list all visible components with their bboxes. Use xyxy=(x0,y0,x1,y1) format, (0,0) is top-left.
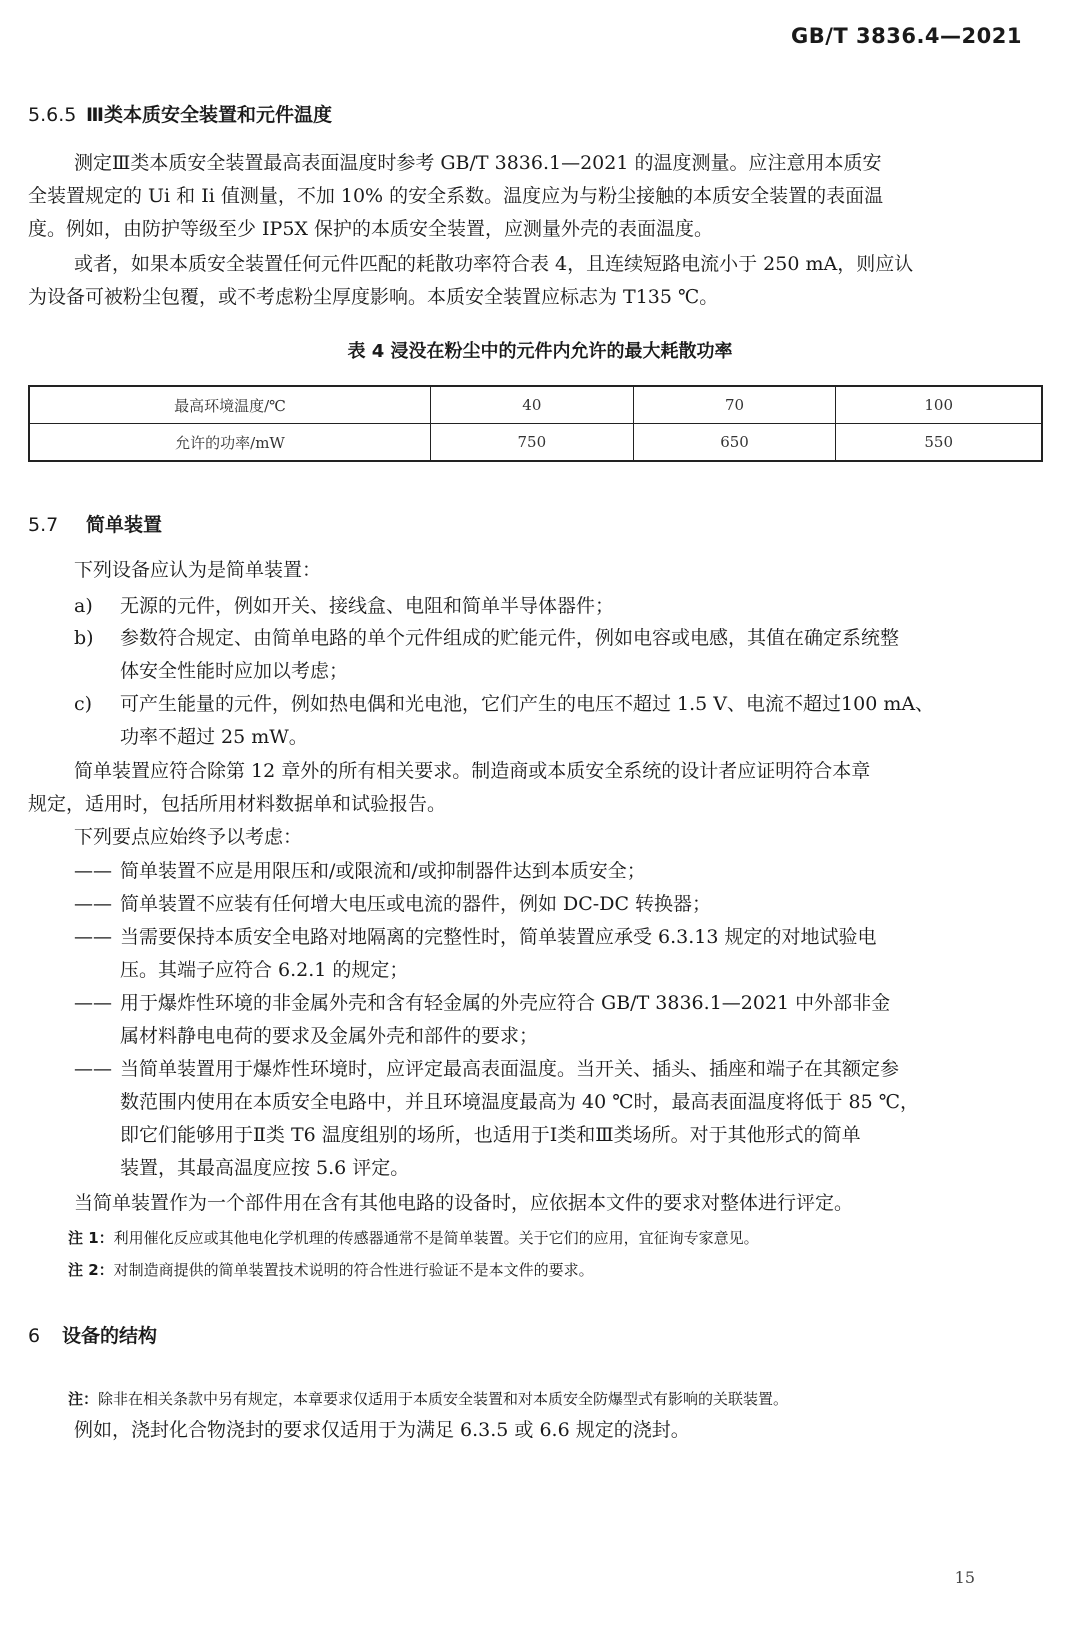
list-marker: b) xyxy=(74,627,94,649)
dash-text: 简单装置不应是用限压和/或限流和/或抑制器件达到本质安全； xyxy=(120,860,646,882)
dash-marker: —— xyxy=(74,1058,112,1080)
note-text: 利用催化反应或其他电化学机理的传感器通常不是简单装置。关于它们的应用，宜征询专家意见。 xyxy=(113,1229,759,1247)
dash-text: 用于爆炸性环境的非金属外壳和含有轻金属的外壳应符合 GB/T 3836.1—2021 中外部非金 xyxy=(120,992,891,1014)
list-text: 无源的元件，例如开关、接线盒、电阻和简单半导体器件； xyxy=(120,595,615,617)
section-heading-5-6-5 xyxy=(28,100,332,127)
paragraph-temperature-measurement xyxy=(74,147,1042,180)
list-text: 参数符合规定、由简单电路的单个元件组成的贮能元件，例如电容或电感，其值在确定系统整 xyxy=(120,627,900,649)
dash-text: 当需要保持本质安全电路对地隔离的完整性时，简单装置应承受 6.3.13 规定的对地试验电 xyxy=(120,926,877,948)
note-text: 除非在相关条款中另有规定，本章要求仅适用于本质安全装置和对本质安全防爆型式有影响的关联装置。 xyxy=(98,1390,789,1408)
section-number: 5.6.5 xyxy=(28,104,77,126)
paragraph-line: 下列要点应始终予以考虑： xyxy=(74,826,303,848)
table-cell: 100 xyxy=(836,386,1042,424)
dash-marker: —— xyxy=(74,926,112,948)
table-row xyxy=(29,424,1042,462)
paragraph-overall xyxy=(74,1187,1042,1220)
dash-item xyxy=(74,1053,1042,1185)
table-row xyxy=(29,386,1042,424)
section-heading-5-7 xyxy=(28,510,162,537)
paragraph-line: 下列设备应认为是简单装置： xyxy=(74,559,322,581)
note-label: 注： xyxy=(68,1390,99,1408)
dash-text: 数范围内使用在本质安全电路中，并且环境温度最高为 40 ℃时，最高表面温度将低于 85 ℃， xyxy=(120,1091,920,1113)
paragraph-line: 全装置规定的 Ui 和 Ii 值测量，不加 10% 的安全系数。温度应为与粉尘接触的本质安全装置的表面温 xyxy=(28,185,884,207)
dash-text: 压。其端子应符合 6.2.1 的规定； xyxy=(120,959,409,981)
section-heading-6 xyxy=(28,1321,157,1348)
note-text: 对制造商提供的简单装置技术说明的符合性进行验证不是本文件的要求。 xyxy=(113,1261,594,1279)
section-number: 5.7 xyxy=(28,514,59,536)
list-text: 体安全性能时应加以考虑； xyxy=(120,660,349,682)
note-label: 注 1： xyxy=(68,1229,114,1247)
table-caption: 表 4 浸没在粉尘中的元件内允许的最大耗散功率 xyxy=(347,341,733,362)
paragraph-comply-cont xyxy=(28,788,1042,821)
dash-item xyxy=(74,987,1042,1053)
list-item-b xyxy=(74,622,1042,688)
list-item-c xyxy=(74,688,1042,754)
table-cell: 750 xyxy=(431,424,634,462)
paragraph-line: 当简单装置作为一个部件用在含有其他电路的设备时，应依据本文件的要求对整体进行评定。 xyxy=(74,1192,854,1214)
dash-text: 装置，其最高温度应按 5.6 评定。 xyxy=(120,1157,410,1179)
row-header: 允许的功率/mW xyxy=(29,424,431,462)
section-number: 6 xyxy=(28,1325,41,1347)
paragraph-line: 简单装置应符合除第 12 章外的所有相关要求。制造商或本质安全系统的设计者应证明符合本章 xyxy=(74,760,871,782)
paragraph-line: 度。例如，由防护等级至少 IP5X 保护的本质安全装置，应测量外壳的表面温度。 xyxy=(28,218,713,240)
note-1 xyxy=(68,1227,759,1248)
note-label: 注 2： xyxy=(68,1261,114,1279)
list-text: 功率不超过 25 mW。 xyxy=(120,726,308,748)
dash-text: 即它们能够用于Ⅱ类 T6 温度组别的场所，也适用于Ⅰ类和Ⅲ类场所。对于其他形式的简单 xyxy=(120,1124,861,1146)
paragraph-consider-intro xyxy=(74,821,1042,854)
dash-text: 简单装置不应装有任何增大电压或电流的器件，例如 DC-DC 转换器； xyxy=(120,893,712,915)
chapter-note xyxy=(68,1388,788,1409)
dash-marker: —— xyxy=(74,992,112,1014)
section-title: 简单装置 xyxy=(86,514,163,536)
paragraph-line: 或者，如果本质安全装置任何元件匹配的耗散功率符合表 4，且连续短路电流小于 250 mA，则应认 xyxy=(74,253,914,275)
page-number: 15 xyxy=(954,1568,975,1587)
dash-text: 属材料静电电荷的要求及金属外壳和部件的要求； xyxy=(120,1025,539,1047)
dash-marker: —— xyxy=(74,860,112,882)
standard-number: GB/T 3836.4—2021 xyxy=(790,24,1022,48)
paragraph-alternative xyxy=(74,248,1042,281)
dash-marker: —— xyxy=(74,893,112,915)
paragraph-intro xyxy=(74,554,1042,587)
list-marker: c) xyxy=(74,693,93,715)
note-2 xyxy=(68,1259,594,1280)
list-text: 可产生能量的元件，例如热电偶和光电池，它们产生的电压不超过 1.5 V、电流不超过100 mA、 xyxy=(120,693,935,715)
section-title: Ⅲ类本质安全装置和元件温度 xyxy=(86,104,332,126)
paragraph-comply xyxy=(74,755,1042,788)
paragraph-temperature-measurement-cont xyxy=(28,180,1042,246)
paragraph-line: 例如，浇封化合物浇封的要求仅适用于为满足 6.3.5 或 6.6 规定的浇封。 xyxy=(74,1419,690,1441)
chapter-note-cont xyxy=(74,1414,1042,1447)
paragraph-line: 规定，适用时，包括所用材料数据单和试验报告。 xyxy=(28,793,447,815)
table-cell: 70 xyxy=(633,386,836,424)
list-marker: a) xyxy=(74,595,93,617)
section-title: 设备的结构 xyxy=(62,1325,158,1347)
row-header: 最高环境温度/℃ xyxy=(29,386,431,424)
dash-text: 当简单装置用于爆炸性环境时，应评定最高表面温度。当开关、插头、插座和端子在其额定参 xyxy=(120,1058,900,1080)
table-4 xyxy=(28,385,1043,462)
dash-item xyxy=(74,921,1042,987)
paragraph-line: 测定Ⅲ类本质安全装置最高表面温度时参考 GB/T 3836.1—2021 的温度测量。应注意用本质安 xyxy=(74,152,882,174)
table-cell: 650 xyxy=(633,424,836,462)
paragraph-line: 为设备可被粉尘包覆，或不考虑粉尘厚度影响。本质安全装置应标志为 T135 ℃。 xyxy=(28,286,719,308)
table-cell: 550 xyxy=(836,424,1042,462)
paragraph-alternative-cont xyxy=(28,281,1042,314)
table-cell: 40 xyxy=(431,386,634,424)
